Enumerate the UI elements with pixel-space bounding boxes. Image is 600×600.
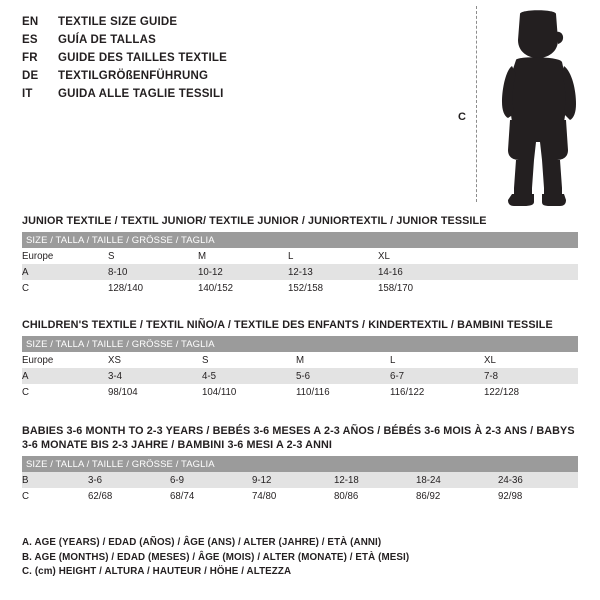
column-label: M	[198, 248, 288, 264]
cell-value: 116/122	[390, 384, 484, 400]
size-header-label: SIZE / TALLA / TAILLE / GRÖSSE / TAGLIA	[22, 456, 578, 472]
row-label: C	[22, 280, 108, 296]
language-title: GUIDE DES TAILLES TEXTILE	[58, 52, 227, 64]
row-label: A	[22, 368, 108, 384]
table-header-row	[22, 336, 578, 352]
size-header-label: SIZE / TALLA / TAILLE / GRÖSSE / TAGLIA	[22, 336, 578, 352]
toddler-silhouette-icon	[488, 10, 588, 206]
language-header	[22, 14, 422, 104]
cell-value: 18-24	[416, 472, 498, 488]
language-code: EN	[22, 16, 39, 28]
column-label: XS	[108, 352, 202, 368]
section-title: CHILDREN'S TEXTILE / TEXTIL NIÑO/A / TEXTILE DES ENFANTS / KINDERTEXTIL / BAMBINI TESSILE	[22, 319, 553, 331]
table-row	[22, 368, 578, 384]
cell-value: 140/152	[198, 280, 288, 296]
language-title: GUIDA ALLE TAGLIE TESSILI	[58, 88, 224, 100]
cell-value: 24-36	[498, 472, 578, 488]
column-label: Europe	[22, 352, 108, 368]
column-label: L	[288, 248, 378, 264]
cell-value: 6-9	[170, 472, 252, 488]
language-code: ES	[22, 34, 38, 46]
section-title: BABIES 3-6 MONTH TO 2-3 YEARS / BEBÉS 3-6 MESES A 2-3 AÑOS / BÉBÉS 3-6 MOIS À 2-3 ANS / BABYS 3-6 MONATE BIS 2-3 JAHRE / BAMBINI 3-6 MESI A 2-3 ANNI	[22, 425, 575, 451]
language-code: DE	[22, 70, 39, 82]
row-label: A	[22, 264, 108, 280]
footnote-a: A. AGE (YEARS) / EDAD (AÑOS) / ÂGE (ANS) / ALTER (JAHRE) / ETÀ (ANNI)	[22, 537, 382, 548]
column-label: Europe	[22, 248, 108, 264]
column-label: S	[202, 352, 296, 368]
cell-value: 6-7	[390, 368, 484, 384]
cell-value: 86/92	[416, 488, 498, 504]
cell-value: 12-18	[334, 472, 416, 488]
children-size-table	[22, 336, 578, 400]
column-label: XL	[484, 352, 578, 368]
cell-value: 9-12	[252, 472, 334, 488]
cell-value: 3-6	[88, 472, 170, 488]
cell-value: 98/104	[108, 384, 202, 400]
row-label: C	[22, 488, 88, 504]
column-label: S	[108, 248, 198, 264]
table-row	[22, 472, 578, 488]
cell-value: 158/170	[378, 280, 468, 296]
section-title: JUNIOR TEXTILE / TEXTIL JUNIOR/ TEXTILE JUNIOR / JUNIORTEXTIL / JUNIOR TESSILE	[22, 215, 487, 227]
language-code: IT	[22, 88, 33, 100]
cell-value: 7-8	[484, 368, 578, 384]
footnote-b: B. AGE (MONTHS) / EDAD (MESES) / ÂGE (MOIS) / ALTER (MONATE) / ETÀ (MESI)	[22, 551, 410, 563]
header-row	[22, 68, 422, 85]
cell-value: 8-10	[108, 264, 198, 280]
height-measure-line	[476, 6, 477, 202]
cell-value: 128/140	[108, 280, 198, 296]
cell-value: 80/86	[334, 488, 416, 504]
cell-value: 5-6	[296, 368, 390, 384]
table-row	[22, 488, 578, 504]
cell-value: 12-13	[288, 264, 378, 280]
row-label: C	[22, 384, 108, 400]
section-junior	[22, 214, 578, 296]
table-header-row	[22, 456, 578, 472]
column-label: L	[390, 352, 484, 368]
cell-value: 92/98	[498, 488, 578, 504]
cell-value: 152/158	[288, 280, 378, 296]
section-babies	[22, 425, 578, 504]
cell-value: 68/74	[170, 488, 252, 504]
language-title: TEXTILGRÖßENFÜHRUNG	[58, 70, 209, 82]
size-header-label: SIZE / TALLA / TAILLE / GRÖSSE / TAGLIA	[22, 232, 578, 248]
footnote-c: C. (cm) HEIGHT / ALTURA / HAUTEUR / HÖHE / ALTEZZA	[22, 566, 292, 577]
cell-value: 4-5	[202, 368, 296, 384]
babies-size-table	[22, 456, 578, 504]
table-row	[22, 384, 578, 400]
cell-value: 14-16	[378, 264, 468, 280]
table-row	[22, 352, 578, 368]
language-code: FR	[22, 52, 38, 64]
header-row	[22, 50, 422, 67]
language-title: TEXTILE SIZE GUIDE	[58, 16, 178, 28]
cell-value: 104/110	[202, 384, 296, 400]
header-row	[22, 14, 422, 31]
table-row	[22, 248, 578, 264]
language-title: GUÍA DE TALLAS	[58, 34, 156, 46]
cell-value: 122/128	[484, 384, 578, 400]
measure-label-c: C	[458, 111, 466, 123]
table-row	[22, 264, 578, 280]
measurement-figure	[440, 6, 590, 206]
cell-value: 3-4	[108, 368, 202, 384]
header-row	[22, 32, 422, 49]
cell-value: 10-12	[198, 264, 288, 280]
cell-value: 110/116	[296, 384, 390, 400]
column-label: XL	[378, 248, 468, 264]
table-header-row	[22, 232, 578, 248]
section-children	[22, 318, 578, 400]
junior-size-table	[22, 232, 578, 296]
header-row	[22, 86, 422, 103]
table-row	[22, 280, 578, 296]
cell-value: 62/68	[88, 488, 170, 504]
footnotes	[22, 536, 582, 580]
row-label: B	[22, 472, 88, 488]
column-label: M	[296, 352, 390, 368]
cell-value: 74/80	[252, 488, 334, 504]
